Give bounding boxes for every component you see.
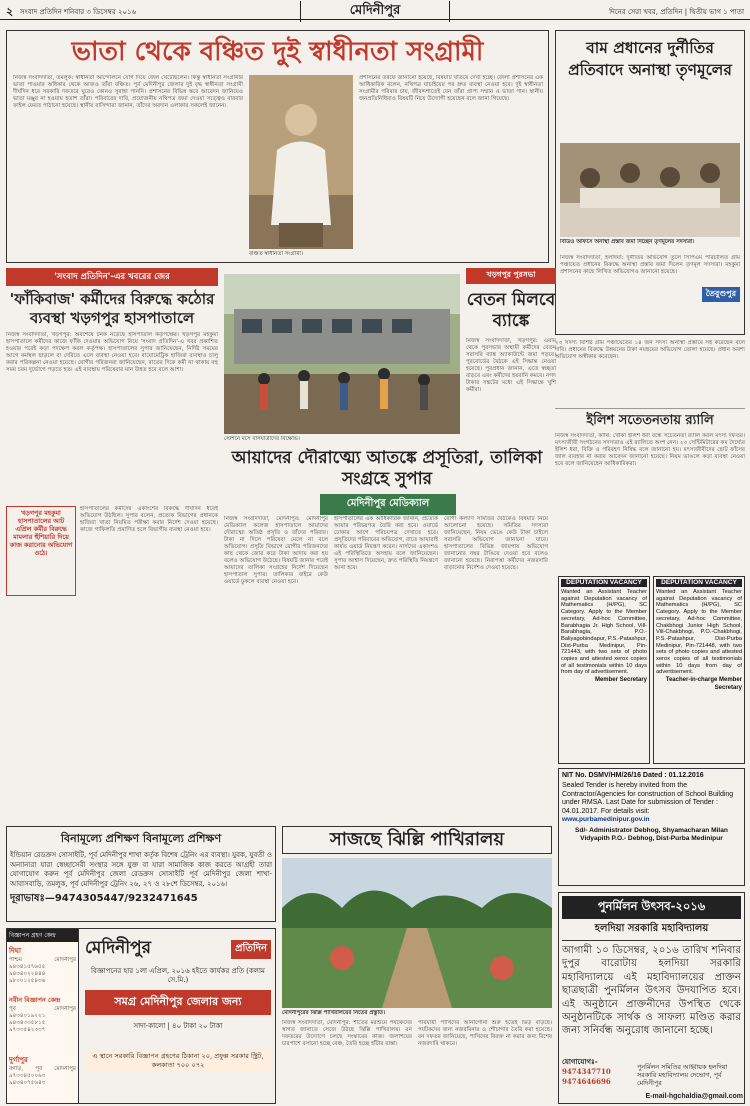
headline-sanctuary: সাজছে ঝিল্লি পাখিরালয়: [329, 829, 505, 850]
side-box: খড়গপুর মহকুমা হাসপাতালের আট এপ্রিল কর্মীর বিরুদ্ধে মামলার হুঁশিয়ারি দিয়ে কাজ করানোর অভিযোগ ওঠে।: [6, 506, 76, 596]
story-pension: [6, 30, 549, 263]
tender-nit: NIT No. DSMV/HM/26/16 Dated : 01.12.2016: [562, 772, 704, 779]
headline-hilsa: ইলিশ সতেতনতায় র‌্যালি: [555, 408, 745, 430]
page-number: ২: [6, 5, 14, 18]
people-image: [560, 143, 740, 237]
notice-body: Wanted an Assistant Teacher against Deputation vacancy of Mathematics (H/PG), SC Category. Apply to the Member secretary, Ad-hoc Committee, Chakbhogi Junior High School, Vill-Chakbhogi, P.O.-Chakbhogi, P.S.-Patashpur, Dist-Purba Medinipur, Pin-721448, with two sets of photo copies and attested xerox copies of all testimonials within 10 days from day of advertisement.: [656, 589, 742, 676]
dateline: সংবাদ প্রতিদিন শনিবার ৩ ডিসেম্বর ২০১৬: [20, 8, 137, 16]
headline-pension: ভাতা থেকে বঞ্চিত দুই স্বাধীনতা সংগ্রামী: [71, 37, 484, 67]
zone-2: নবীন বিজ্ঞাপন কেন্দ্র: [9, 996, 61, 1004]
ad-rates: সাদা-কালো | ৪০ টাকা ২০ টাকা: [133, 1022, 223, 1030]
article-body: নিজস্ব সংবাদদাতা, হলদিয়া: দুর্নীতির অভিযোগ তুলে সিপিএম পরিচালিত গ্রাম পঞ্চায়েত প্রধানের বিরুদ্ধে অনাস্থা প্রস্তাব জমা দিলেন তৃণমূল সদস্যরা। মহকুমা প্রশাসনের কাছে লিখিত অভিযোগও জানানো হয়েছে।: [560, 255, 740, 275]
photo-caption: স্টেশনে বসে বাসযাত্রীদের বিক্ষোভ।: [224, 436, 300, 442]
phone-1[interactable]: 9474347710: [562, 1067, 611, 1076]
headline-salary: বেতন মিলবে ব্যাঙ্কে: [466, 290, 556, 331]
zone-list: পশ্চিম মেদিনীপুর ৯৪৩৪১৫৭৬৫৫ ৯৪৩৪০২২৪৪৪ ৯৮০০১২৫৪৩৬: [9, 957, 76, 984]
section-tag: খড়গপুর পুরসভা: [466, 268, 556, 284]
tender-link[interactable]: www.purbamedinipur.gov.in: [562, 816, 650, 824]
reunion-org: পুনর্মিলন সমিতির আহ্বায়ক হলদিয়া সরকারি মহাবিদ্যালয় দেভোগ, পূর্ব মেদিনীপুর: [637, 1063, 728, 1087]
phone-2[interactable]: 9474646696: [562, 1077, 611, 1086]
ad-main: [85, 935, 271, 1072]
ad-name: মেদিনীপুর: [85, 938, 152, 958]
training-phone: দূরাভাষঃ—9474305447/9232471645: [10, 893, 198, 905]
reunion-notice: [558, 892, 745, 1104]
reunion-sub: হলদিয়া সরকারি মহাবিদ্যালয়: [562, 921, 741, 941]
zone-1: দিঘা: [9, 946, 22, 955]
article-body: পরিযায়ী পাখিদের আনাগোনা শুরু হতেই ভিড় বাড়ছে। পর্যটকদের জন্য নজরমিনার ও শৌচাগার তৈরি করা হয়েছে। বন দফতর জানিয়েছে, পাখিদের বিরক্ত না করার জন্য বিশেষ নজরদারি থাকবে।: [418, 1020, 552, 1047]
ad-rate: বিজ্ঞাপনের হার ১লা এপ্রিল, ২০১৬ হইতে কার্যকর প্রতি (কলাম সে.মি.): [91, 967, 265, 984]
story-hilsa: [555, 340, 745, 570]
article-body: নিজস্ব সংবাদদাতা, খড়গপুর: অবশেষে টনক নড়েছে হাসপাতাল কর্তৃপক্ষের। খড়গপুর মহকুমা হাসপাতালে কর্মীদের কাজে ফাঁকি দেওয়ার অভিযোগ নিয়ে 'সংবাদ প্রতিদিন'-এ খবর প্রকাশিত হওয়ার পরেই কড়া পদক্ষেপ করল কর্তৃপক্ষ। হাসপাতালের সুপার জানিয়েছেন, নির্দিষ্ট সময়ের আগে কর্মস্থল ছাড়লে বা দেরিতে এলে ব্যবস্থা নেওয়া হবে। বায়োমেট্রিক হাজিরা ব্যবস্থাও চালু করার পরিকল্পনা নেওয়া হয়েছে। রোগীর পরিজনরা জানিয়েছেন, রাতের দিকে কর্মী না থাকায় বহু সময় চরম দুর্ভোগে পড়তে হত। এই ব্যবস্থায় পরিষেবার মান উন্নত হবে বলে আশা।: [6, 332, 218, 373]
garden-image: [282, 858, 552, 1008]
article-body: প্রশাসনের তরফে জানানো হয়েছে, বিষয়টি খতিয়ে দেখা হচ্ছে। জেলা প্রশাসনের এক আধিকারিক বলেন, নথিপত্র যাচাইয়ের পর দ্রুত ব্যবস্থা নেওয়া হবে। দুই স্বাধীনতা সংগ্রামীর পরিবার চায়, জীবদ্দশাতেই যেন তাঁরা প্রাপ্য সম্মান ও ভাতা পান। স্থানীয় জনপ্রতিনিধিরাও বিষয়টি নিয়ে উদ্যোগী হয়েছেন বলে জানা গিয়েছে।: [359, 75, 543, 102]
article-body: নিজস্ব সংবাদদাতা, মেদিনীপুর: মেদিনীপুর মেডিক্যাল কলেজ হাসপাতালে আয়াদের দৌরাত্ম্যে অতিষ্ঠ প্রসূতি ও তাঁদের পরিবার। টাকা না দিলে পরিষেবা মেলে না বলে অভিযোগ। প্রসূতি বিভাগে রোগীর পরিজনদের কাছ থেকে জোর করে টাকা আদায় করা হয় বলেও অভিযোগ উঠেছে। বিষয়টি জানার পরেই আয়াদের তালিকা সংগ্রহের নির্দেশ দিয়েছেন হাসপাতাল সুপার। তালিকার বাইরে কেউ ওয়ার্ডে ঢুকলে ব্যবস্থা নেওয়া হবে।: [224, 516, 328, 585]
zone-list: পূর্ব মেদিনীপুর ৯৪৩৪০১৯২২১ ৯৪৩৪৩৩৫৮১৫ ৯৭৩৩৫৪২৩৩৭: [9, 1006, 76, 1033]
photo-caption: বঞ্চিত স্বাধীনতা সংগ্রামী।: [249, 251, 303, 257]
article-body: ২৩ সদস্য বিশিষ্ট গ্রাম পঞ্চায়েতের ১৪ জন সদস্য অনাস্থা প্রস্তাবে সই করেছেন বলে দাবি। প্রধানের বিরুদ্ধে উন্নয়নের টাকা নয়ছয়ের অভিযোগ তোলা হয়েছে। প্রধান অবশ্য অভিযোগ অস্বীকার করেছেন।: [555, 340, 745, 360]
tender-sign: Sd/- Administrator Debhog, Shyamacharan Milan Vidyapith P.O.- Debhog, Dist-Purba Medinipur: [575, 827, 728, 843]
train-image: [224, 274, 460, 434]
article-body: নিজস্ব সংবাদদাতা, মেদিনীপুর: শীতের মরশুমে পর্যটকদের স্বাগত জানাতে সেজে উঠছে ঝিল্লি পাখিরালয়। বন দফতরের উদ্যোগে চলছে সংস্কারের কাজ। জলাশয়ের চারপাশে বসানো হচ্ছে বেঞ্চ, তৈরি হচ্ছে হাঁটার রাস্তা।: [282, 1020, 412, 1047]
notice-title: DEPUTATION VACANCY: [561, 579, 647, 587]
ad-area-title: বিজ্ঞাপন গ্রহণ কেন্দ্র: [7, 929, 78, 942]
elderly-man-image: [249, 75, 353, 249]
sanctuary-photo: [282, 858, 552, 1008]
ad-foot: এ স্থানে সরকারি বিজ্ঞাপন গ্রহণের ঠিকানা ২০, প্রফুল্ল সরকার স্ট্রিট, কলকাতা ৭০০ ০৭২: [85, 1049, 271, 1072]
headline-no-confidence: বাম প্রধানের দুর্নীতির প্রতিবাদে অনাস্থা তৃণমূলের: [568, 38, 732, 79]
zone-list: বগড়ি, পূর্ব মেদিনীপুর ৯৭৩৩৪৫০০৯৩ ৯৪৩৪০৭৫৬৪৩: [9, 1066, 76, 1086]
kicker: 'সংবাদ প্রতিদিন'-এর খবরের জের: [6, 268, 218, 286]
notice-title: DEPUTATION VACANCY: [656, 579, 742, 587]
ad-header: [85, 935, 271, 963]
freedom-fighter-photo: [249, 75, 353, 249]
training-ad: [6, 826, 276, 922]
header-right: দিনের সেরা খবর, প্রতিদিন | দ্বিতীয় ভাগ ১ পাতা: [609, 8, 744, 16]
article-body: হাসপাতালের এক আধিকারিক জানান, প্রত্যেক আয়ার পরিচয়পত্র তৈরি করা হবে। ওয়ার্ডে ঢোকার আগে পরিচয়পত্র দেখাতে হবে। প্রসূতিদের পরিবারের অভিযোগ, রাতে আয়ারাই কার্যত ওয়ার্ড নিয়ন্ত্রণ করেন। নার্সদের একাংশও এই পরিস্থিতিতে অসহায় বলে জানিয়েছেন। সুপার আশ্বাস দিয়েছেন, দ্রুত পরিস্থিতি নিয়ন্ত্রণে আনা হবে।: [334, 516, 438, 571]
notice-deputation-1: [558, 576, 650, 764]
story-hospital-aya: [224, 448, 550, 820]
story-hospital: [6, 268, 218, 600]
article-body: নিজস্ব সংবাদদাতা, তমলুক: স্বাধীনতা আন্দোলনে যোগ দিয়ে জেল খেটেছিলেন। কিন্তু স্বাধীনতা সংগ্রামীর ভাতা পাওয়ার অধিকার থেকে আজও তাঁরা বঞ্চিত। পূর্ব মেদিনীপুর জেলার দুই বৃদ্ধ স্বাধীনতা সংগ্রামী দীর্ঘদিন ধরে সরকারি দফতরে ঘুরেও কোনও সুরাহা পাননি। প্রশাসনের বিভিন্ন স্তরে আবেদন জানিয়েও ভাতা মঞ্জুর না হওয়ায় হতাশ তাঁরা। পরিবারের দাবি, প্রয়োজনীয় নথিপত্র জমা দেওয়া সত্ত্বেও বারবার ফাইল ফেরত পাঠানো হয়েছে। স্থানীয় বাসিন্দারা জানান, তাঁদের অবদান এলাকার সকলেই জানেন।: [13, 75, 243, 109]
notice-body: Wanted an Assistant Teacher against Deputation vacancy of Mathematics (H/PG), SC Category. Apply to the Member secretary, Ad-hoc Committee, Barabhagia Jr. High School, Vill-Barabhagia, P.O.-Baliyagobindapur, P.S.-Patashpur, Dist-Purba Medinipur, Pin-721443, with two sets of photo copies and attested xerox copies of all testimonials within 10 days from day of advertisement.: [561, 589, 647, 676]
tender-body: Sealed Tender is hereby invited from the Contractor/Agencies for construction of School Building under RMSA. Last Date for submission of Tender : 04.01.2017. For details visit:: [562, 782, 734, 815]
station-photo: [224, 274, 460, 434]
notice-sign: Member Secretary: [594, 677, 647, 684]
article-body: নিজস্ব সংবাদদাতা, খড়গপুর: এবার থেকে পুরসভার অস্থায়ী কর্মীদের বেতন সরাসরি ব্যাঙ্ক অ্যাকাউন্টে জমা পড়বে। পুরবোর্ডের বৈঠকে এই সিদ্ধান্ত নেওয়া হয়েছে। পুরপ্রধান জানান, এতে স্বচ্ছতা বাড়বে এবং কর্মীদের হয়রানি কমবে। নগদ টাকার সঙ্কটের মধ্যে এই সিদ্ধান্তে খুশি কর্মীরা।: [466, 338, 556, 393]
ad-slogan: সমগ্র মেদিনীপুর জেলার জন্য: [85, 990, 271, 1015]
ad-zones: [7, 929, 79, 1104]
headline-box: [282, 826, 552, 854]
reunion-contact: [562, 1057, 632, 1087]
photo-caption: মেদিনীপুরের ঝিল্লি পাখিরালয়ের নিতের প্রস্তুতি।: [282, 1010, 386, 1016]
reunion-email[interactable]: E-mail-hgchaldia@gmail.com: [645, 1093, 743, 1100]
headline-hospital: 'ফাঁকিবাজ' কর্মীদের বিরুদ্ধে কঠোর ব্যবস্থা খড়গপুর হাসপাতালে: [9, 290, 215, 327]
article-body: হাসপাতালের কর্মীদের একাংশের বিরুদ্ধে দীর্ঘদিন ধরেই অভিযোগ উঠছিল। সুপার বলেন, প্রত্যেক বিভাগের প্রধানকে হাজিরা খাতা নিয়মিত পরীক্ষা করার নির্দেশ দেওয়া হয়েছে। কাজে গাফিলতি প্রমাণিত হলে বিভাগীয় ব্যবস্থা নেওয়া হবে।: [80, 506, 218, 533]
photo-caption: বিডিও অফিসে অনাস্থা প্রস্তাব জমা দিচ্ছেন তৃণমূলের সদস্যরা।: [560, 239, 695, 245]
story-no-confidence: [555, 30, 745, 335]
article-body: রোগী কল্যাণ সমিতির বৈঠকেও বিষয়টি নিয়ে আলোচনা হয়েছে। সমিতির সদস্যরা জানিয়েছেন, নিয়ম ভেঙে কেউ টাকা চাইলে সরাসরি অভিযোগ জানানো যাবে। হাসপাতালের বিভিন্ন জায়গায় অভিযোগ জানানোর নম্বর টাঙিয়ে দেওয়া হবে বলেও জানানো হয়েছে। নিরাপত্তা কর্মীদের নজরদারি বাড়ানোর নির্দেশও দেওয়া হয়েছে।: [444, 516, 548, 571]
reunion-title: পুনর্মিলন উৎসব-২০১৬: [562, 896, 741, 919]
newspaper-ad: [6, 928, 276, 1104]
article-body: নিজস্ব সংবাদদাতা, কাঁথি: খোকা ইলিশ ধরা বন্ধে সচেতনতা র‌্যালি করল মৎস্য দফতর। মৎস্যজীবী সংগঠনের সদস্যরাও এই র‌্যালিতে অংশ নেন। ২৩ সেন্টিমিটারের কম দৈর্ঘ্যের ইলিশ ধরা, বিক্রি ও পরিবহণ নিষিদ্ধ বলে জানানো হয়। মৎস্যজীবীদের ছোট ফাঁসের জাল ব্যবহার না করার আবেদন জানানো হয়েছে। নিয়ম ভাঙলে কড়া ব্যবস্থা নেওয়া হবে বলে জানিয়েছেন আধিকারিকরা।: [555, 433, 745, 467]
headline-aya: আয়াদের দৌরাত্ম্যে আতঙ্কে প্রসূতিরা, তালিকা সংগ্রহে সুপার: [231, 448, 543, 489]
page-header: [0, 0, 750, 20]
meeting-photo: [560, 143, 740, 237]
masthead: মেদিনীপুর: [300, 1, 450, 22]
notice-deputation-2: [653, 576, 745, 764]
training-body: ইন্ডিয়ান রেডক্রস সোসাইটি, পূর্ব মেদিনীপুর শাখা কর্তৃক বিশেষ ট্রেনিং এর ব্যবস্থা। যুবক, যুবতী ও অন্যান্যরা যারা স্বেচ্ছাসেবী সংস্থার সঙ্গে যুক্ত বা যারা সামাজিক কাজ করতে আগ্রহী তারা যোগাযোগ করুন পূর্ব মেদিনীপুর জেলা রেডক্রস সোসাইটি পূর্ব মেদিনীপুর জেলা শাখা-আবাসবাড়ি, তমলুক, পূর্ব মেদিনীপুর ট্রেনিং ২৬, ২৭ ও ২৮শে ডিসেম্বর, ২০১৬।: [10, 851, 272, 888]
section-tag: মেদিনীপুর মেডিক্যাল: [320, 494, 456, 515]
notice-sign: Teacher-in-charge Member Secretary: [665, 677, 742, 692]
contact-label: যোগাযোগঃ-: [562, 1057, 598, 1066]
zone-3: দুর্গাপুর: [9, 1055, 28, 1064]
reunion-body: আগামী ১০ ডিসেম্বর, ২০১৬ তারিখ শনিবার দুপুর বারোটায় হলদিয়া সরকারি মহাবিদ্যালয়ে এই মহাবিদ্যালয়ের প্রাক্তন ছাত্রছাত্রী পুনর্মিলন উৎসব উদযাপিত হবে। এই অনুষ্ঠানে প্রাক্তনীদের উপস্থিত থেকে অনুষ্ঠানটিকে সার্থক ও সাফল্য মণ্ডিত করার জন্য সনির্বন্ধ অনুরোধ জানানো হচ্ছে।: [562, 945, 741, 1037]
section-tag: তৈবুণ্ডপুর: [702, 287, 740, 302]
ad-brand: প্রতিদিন: [231, 940, 271, 959]
tender-notice: [558, 768, 745, 886]
training-title: বিনামূল্যে প্রশিক্ষণ বিনামূল্যে প্রশিক্ষণ: [60, 832, 222, 845]
